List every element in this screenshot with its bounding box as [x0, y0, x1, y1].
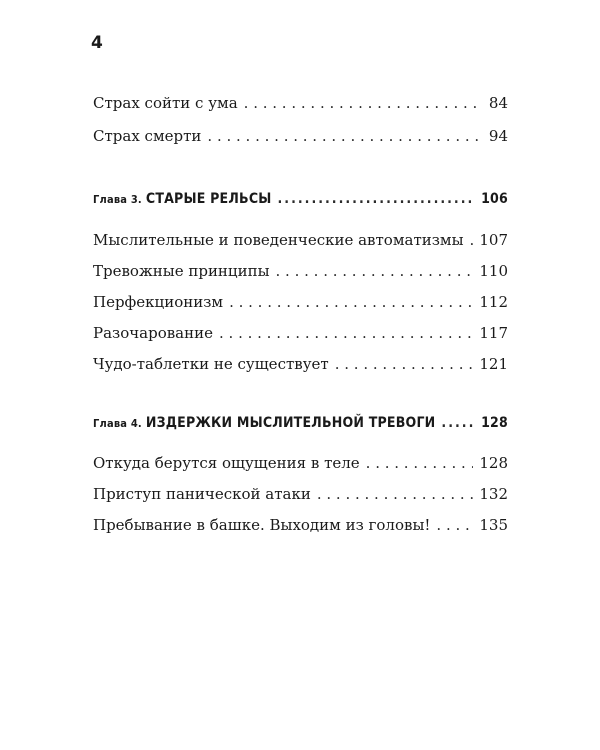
- chapter-heading-4[interactable]: [93, 413, 508, 433]
- chapter-page: 106: [481, 191, 508, 207]
- dot-leader: [276, 261, 474, 281]
- toc-entry-title: Приступ панической атаки: [93, 485, 311, 503]
- toc-entry[interactable]: [93, 261, 508, 281]
- toc-entry-page: 132: [479, 485, 508, 503]
- toc-entry[interactable]: [93, 484, 508, 504]
- toc-entry-title: Страх смерти: [93, 127, 202, 145]
- toc-entry-title: Разочарование: [93, 324, 213, 342]
- toc-entry-page: 110: [479, 262, 508, 280]
- dot-leader: [229, 292, 473, 312]
- toc-entry-page: 121: [479, 355, 508, 373]
- chapter-prefix: Глава 4.: [93, 417, 142, 430]
- toc-entry-title: Мыслительные и поведенческие автоматизмы: [93, 231, 464, 249]
- toc-entry-page: 117: [479, 324, 508, 342]
- toc-entry[interactable]: [93, 453, 508, 473]
- dot-leader: [244, 93, 483, 113]
- page-number: 4: [91, 33, 103, 53]
- toc-entry[interactable]: [93, 515, 508, 535]
- toc-entry-title: Страх сойти с ума: [93, 94, 238, 112]
- chapter-title: [93, 189, 272, 210]
- toc-entry-title: Перфекционизм: [93, 293, 224, 311]
- toc-entry[interactable]: [93, 93, 508, 113]
- toc-entry-title: Пребывание в башке. Выходим из головы!: [93, 516, 431, 534]
- toc-entry-page: 84: [488, 94, 508, 112]
- toc-entry-title: Откуда берутся ощущения в теле: [93, 454, 360, 472]
- toc-entry[interactable]: [93, 230, 508, 250]
- toc-entry-page: 94: [488, 127, 508, 145]
- toc-entry-page: 135: [479, 516, 508, 534]
- dot-leader: [335, 354, 474, 374]
- dot-leader: [278, 189, 476, 209]
- chapter-name: ИЗДЕРЖКИ МЫСЛИТЕЛЬНОЙ ТРЕВОГИ: [145, 415, 436, 431]
- toc-entry-title: Чудо-таблетки не существует: [93, 355, 329, 373]
- toc-entry[interactable]: [93, 354, 508, 374]
- dot-leader: [317, 484, 474, 504]
- chapter-heading-3[interactable]: [93, 189, 508, 209]
- chapter-prefix: Глава 3.: [93, 193, 142, 206]
- dot-leader: [207, 126, 483, 146]
- dot-leader: [366, 453, 474, 473]
- toc-entry-page: 112: [479, 293, 508, 311]
- dot-leader: [219, 323, 473, 343]
- toc-entry[interactable]: [93, 126, 508, 146]
- dot-leader: [441, 413, 475, 433]
- toc-entry[interactable]: [93, 323, 508, 343]
- dot-leader: [436, 515, 473, 535]
- chapter-page: 128: [481, 415, 508, 431]
- toc-entry-page: 128: [479, 454, 508, 472]
- toc-entry[interactable]: [93, 292, 508, 312]
- chapter-title: [93, 413, 435, 434]
- toc-entry-page: 107: [479, 231, 508, 249]
- dot-leader: [470, 230, 474, 250]
- chapter-name: СТАРЫЕ РЕЛЬСЫ: [145, 191, 272, 207]
- toc-entry-title: Тревожные принципы: [93, 262, 270, 280]
